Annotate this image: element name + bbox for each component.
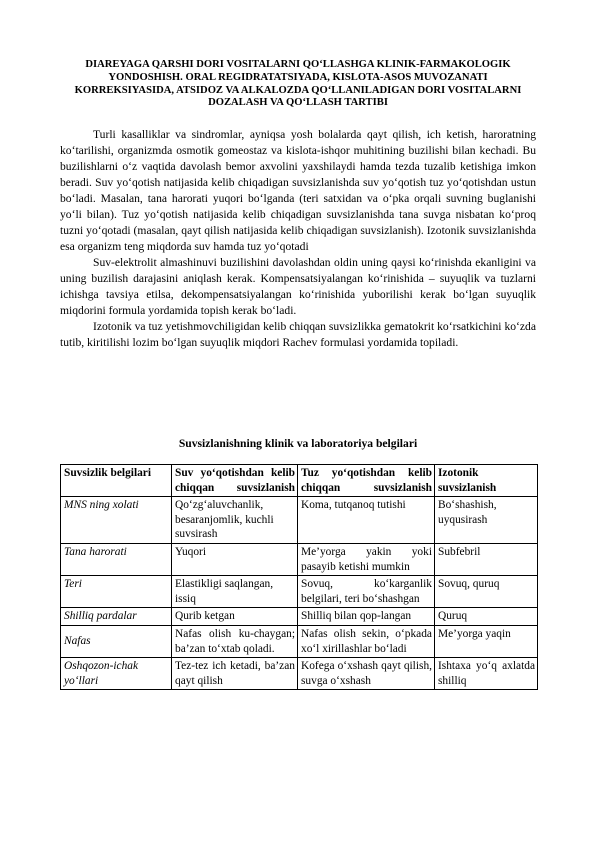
table-header-cell: Suv yo‘qotishdan kelib chiqqan suvsizlanish bbox=[172, 465, 298, 497]
table-cell: Sovuq, quruq bbox=[435, 576, 538, 608]
table-cell: Sovuq, ko‘karganlik belgilari, teri bo‘shashgan bbox=[298, 576, 435, 608]
table-row bbox=[61, 608, 538, 626]
table-row-header: Teri bbox=[61, 576, 172, 608]
table-title: Suvsizlanishning klinik va laboratoriya belgilari bbox=[178, 437, 418, 450]
table-row bbox=[61, 543, 538, 575]
table-row-header: Shilliq pardalar bbox=[61, 608, 172, 626]
table-cell: Elastikligi saqlangan, issiq bbox=[172, 576, 298, 608]
table-cell: Qo‘zg‘aluvchanlik, besaranjomlik, kuchli suvsirash bbox=[172, 497, 298, 544]
table-row-header: MNS ning xolati bbox=[61, 497, 172, 544]
table-row bbox=[61, 658, 538, 690]
table-cell: Nafas olish ku-chaygan; ba’zan to‘xtab qoladi. bbox=[172, 625, 298, 657]
table-row-header: Nafas bbox=[61, 625, 172, 657]
table-cell: Shilliq bilan qop-langan bbox=[298, 608, 435, 626]
table-row-header: Oshqozon-ichak yo‘llari bbox=[61, 658, 172, 690]
table-cell: Yuqori bbox=[172, 543, 298, 575]
dehydration-signs-table bbox=[60, 464, 538, 690]
table-header-cell: Tuz yo‘qotishdan kelib chiqqan suvsizlanish bbox=[298, 465, 435, 497]
table-cell: Kofega o‘xshash qayt qilish, suvga o‘xshash bbox=[298, 658, 435, 690]
table-cell: Me’yorga yakin yoki pasayib ketishi mumkin bbox=[298, 543, 435, 575]
body-text bbox=[60, 127, 536, 351]
table-row-header: Tana harorati bbox=[61, 543, 172, 575]
table-cell: Subfebril bbox=[435, 543, 538, 575]
table-header-cell: Suvsizlik belgilari bbox=[61, 465, 172, 497]
table-row bbox=[61, 497, 538, 544]
table-header-cell: Izotonik suvsizlanish bbox=[435, 465, 538, 497]
table-cell: Tez-tez ich ketadi, ba’zan qayt qilish bbox=[172, 658, 298, 690]
table-cell: Bo‘shashish, uyqusirash bbox=[435, 497, 538, 544]
paragraph: Suv-elektrolit almashinuvi buzilishini davolashdan oldin uning qaysi ko‘rinishda ekanligini va uning buzilish darajasini aniqlash kerak. Kompensatsiyalangan ko‘rinishida – suyuqlik va tuzlarni ichishga tavsiya etilsa, dekompensatsiyalangan ko‘rinishida yuborilishi kerak bo‘lgan suyuqlik miqdorini formula yordamida topish kerak bo‘ladi. bbox=[60, 256, 536, 317]
table-cell: Koma, tutqanoq tutishi bbox=[298, 497, 435, 544]
table-cell: Ishtaxa yo‘q axlatda shilliq bbox=[435, 658, 538, 690]
paragraph: Turli kasalliklar va sindromlar, ayniqsa yosh bolalarda qayt qilish, ich ketish, haroratning ko‘tarilishi, organizmda osmotik gomeostaz va kislota-ishqor muhitining buzilishi bilan kechadi. Bu buzilishlarni o‘z vaqtida davolash bemor axvolini yaxshilaydi hamda tezda tuzalib ketishiga imkon beradi. Suv yo‘qotish natijasida kelib chiqadigan suvsizlanishda suv yo‘qotish tuz yo‘qotishdan ustun bo‘ladi. Masalan, tana harorati yuqori bo‘lganda (teri satxidan va o‘pka orqali suvning buglanishi yo‘li bilan). Tuz yo‘qotish natijasida kelib chiqadigan suvsizlanishda tana suvga nisbatan ko‘proq tuzni yo‘qotadi (masalan, qayt qilish natijasida kelib chiqadigan suvsizlanish). Izotonik suvsizlanishda esa organizm teng miqdorda suv hamda tuz yo‘qotadi bbox=[60, 128, 536, 253]
table-cell: Quruq bbox=[435, 608, 538, 626]
document-title: DIAREYAGA QARSHI DORI VOSITALARNI QO‘LLASHGA KLINIK-FARMAKOLOGIK YONDOSHISH. ORAL REGIDRATATSIYADA, KISLOTA-ASOS MUVOZANATI KORREKSIYASIDA, ATSIDOZ VA ALKALOZDA QO‘LLANILADIGAN DORI VOSITALARNI DOZALASH VA QO‘LLASH TARTIBI bbox=[74, 59, 522, 109]
table-header-row bbox=[61, 465, 538, 497]
paragraph: Izotonik va tuz yetishmovchiligidan kelib chiqqan suvsizlikka gematokrit ko‘rsatkichini ko‘zda tutib, kiritilishi lozim bo‘lgan suyuqlik miqdori Rachev formulasi yordamida topiladi. bbox=[60, 320, 536, 349]
table-row bbox=[61, 576, 538, 608]
table-row bbox=[61, 625, 538, 657]
table-cell: Me’yorga yaqin bbox=[435, 625, 538, 657]
table-cell: Qurib ketgan bbox=[172, 608, 298, 626]
table-cell: Nafas olish sekin, o‘pkada xo‘l xirillashlar bo‘ladi bbox=[298, 625, 435, 657]
